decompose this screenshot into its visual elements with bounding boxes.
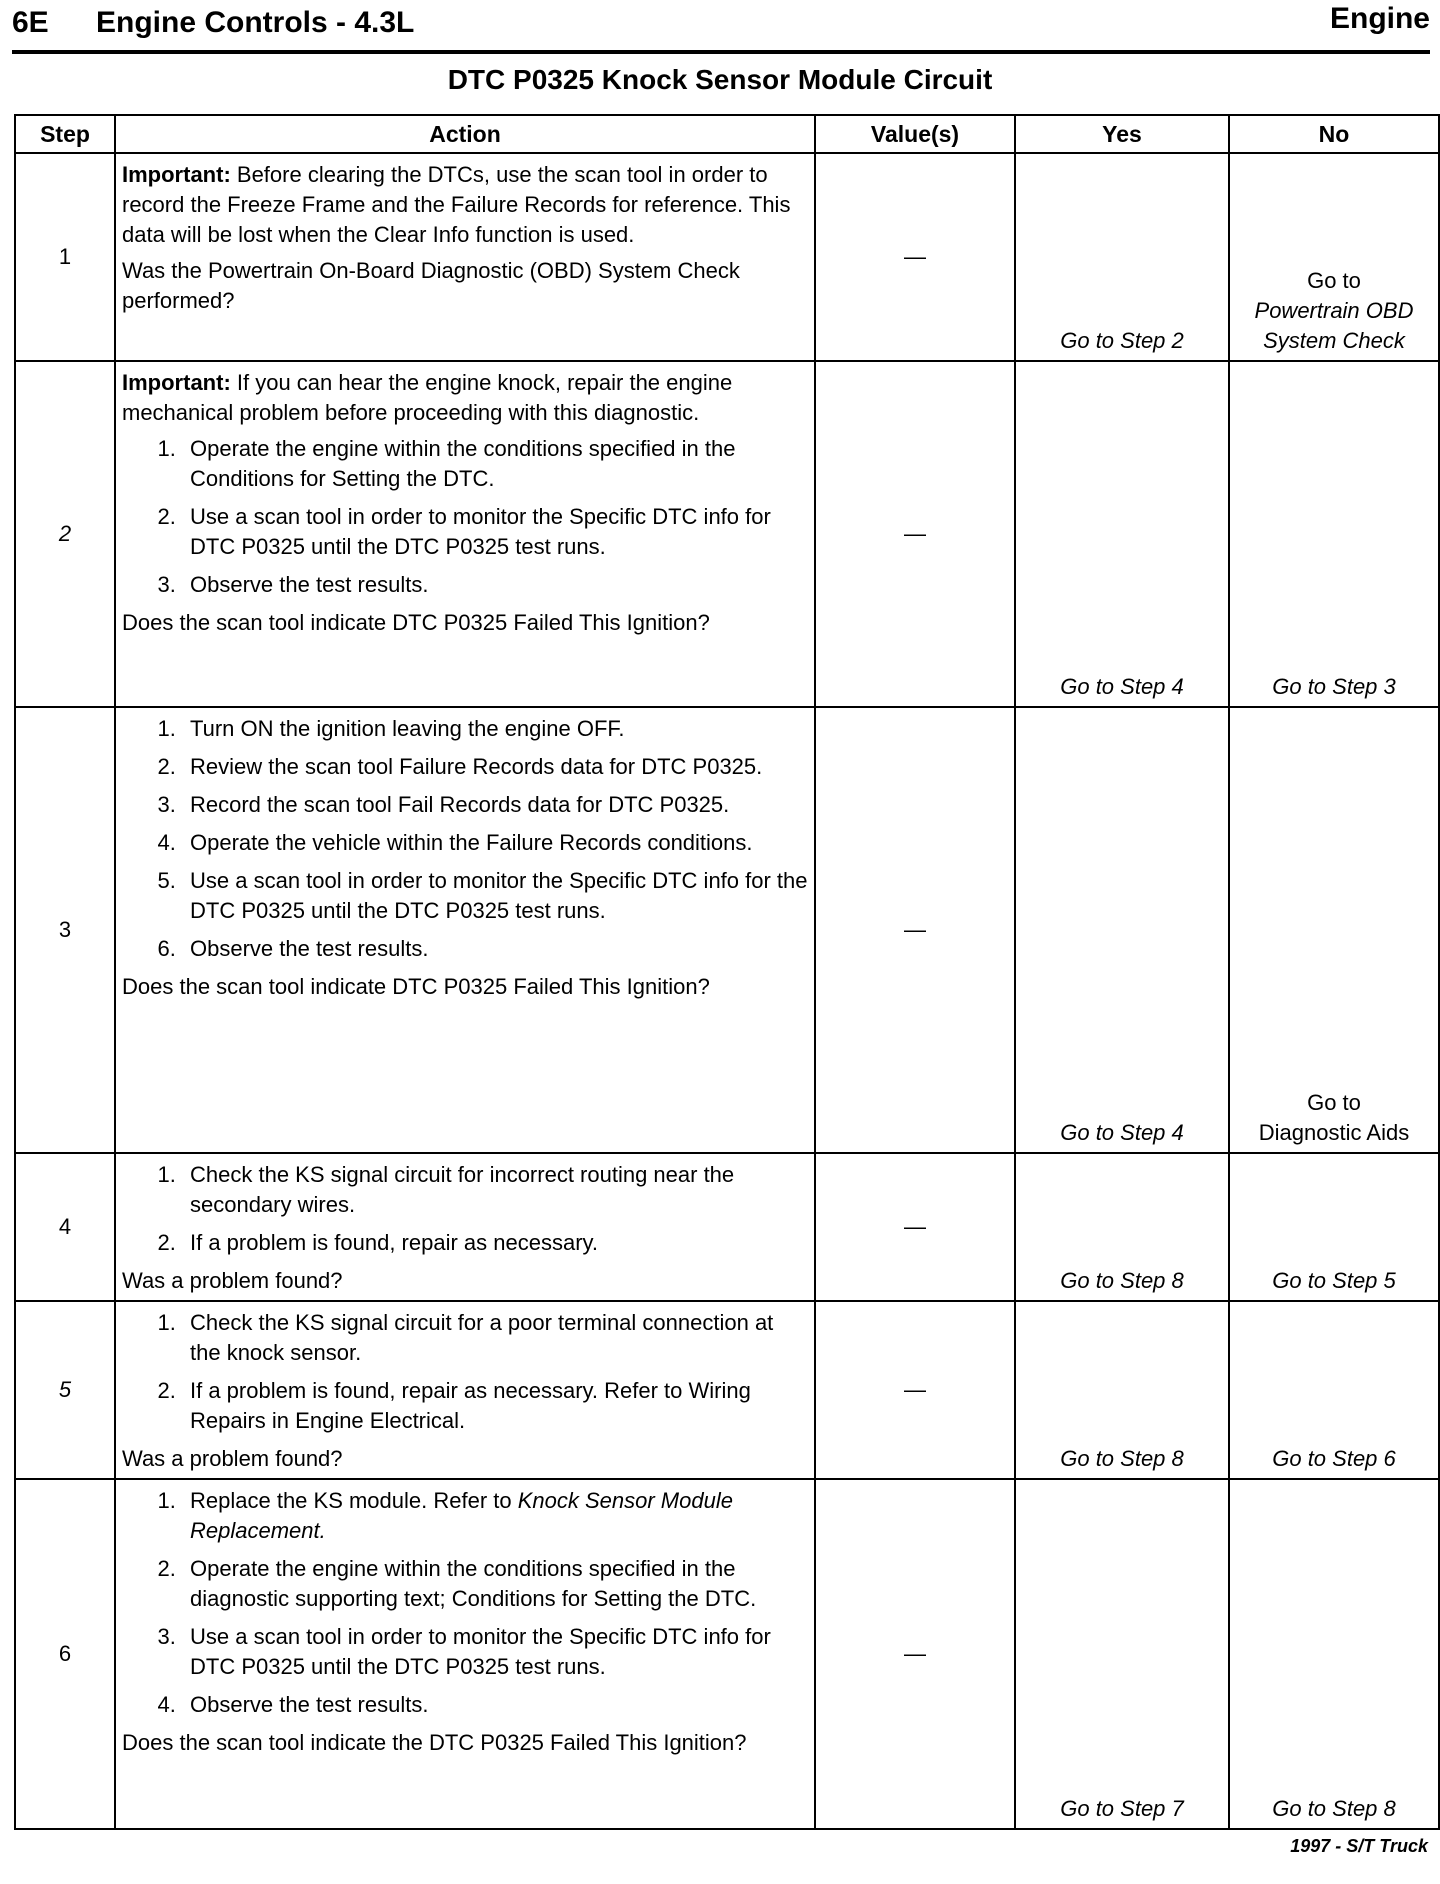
column-header-step: Step bbox=[15, 115, 115, 153]
step-number: 4 bbox=[15, 1153, 115, 1301]
no-cell-text: Diagnostic Aids bbox=[1258, 1120, 1410, 1145]
list-item bbox=[182, 1486, 808, 1546]
important-label: Important: bbox=[122, 370, 231, 395]
list-item: 2. Review the scan tool Failure Records data for DTC P0325. bbox=[182, 752, 808, 782]
step-question: Does the scan tool indicate DTC P0325 Failed This Ignition? bbox=[122, 610, 710, 635]
step-question: Was the Powertrain On-Board Diagnostic (OBD) System Check performed? bbox=[122, 258, 740, 313]
value-cell: — bbox=[815, 153, 1015, 361]
procedure-list bbox=[122, 1160, 808, 1258]
step-number: 6 bbox=[15, 1479, 115, 1829]
action-cell bbox=[115, 1479, 815, 1829]
no-cell-prefix: Go to bbox=[1307, 1090, 1361, 1115]
no-cell: Go to Step 3 bbox=[1229, 361, 1439, 707]
step-question: Does the scan tool indicate DTC P0325 Failed This Ignition? bbox=[122, 974, 710, 999]
list-item: 2. If a problem is found, repair as necessary. bbox=[182, 1228, 808, 1258]
action-cell bbox=[115, 153, 815, 361]
step-question: Was a problem found? bbox=[122, 1446, 343, 1471]
step-question: Does the scan tool indicate the DTC P0325 Failed This Ignition? bbox=[122, 1730, 747, 1755]
list-item: 6. Observe the test results. bbox=[182, 934, 808, 964]
yes-cell: Go to Step 4 bbox=[1015, 707, 1229, 1153]
important-text: If you can hear the engine knock, repair the engine mechanical problem before proceeding with this diagnostic. bbox=[122, 370, 733, 425]
yes-cell: Go to Step 8 bbox=[1015, 1301, 1229, 1479]
table-row bbox=[15, 1301, 1439, 1479]
list-item: 1. Operate the engine within the conditions specified in the Conditions for Setting the DTC. bbox=[182, 434, 808, 494]
action-cell bbox=[115, 1301, 815, 1479]
list-item: 1. Check the KS signal circuit for a poor terminal connection at the knock sensor. bbox=[182, 1308, 808, 1368]
important-note bbox=[122, 160, 808, 250]
table-row bbox=[15, 1479, 1439, 1829]
table-row bbox=[15, 361, 1439, 707]
column-header-action: Action bbox=[115, 115, 815, 153]
list-item: 3. Use a scan tool in order to monitor the Specific DTC info for DTC P0325 until the DTC P0325 test runs. bbox=[182, 1622, 808, 1682]
list-item: 1. Check the KS signal circuit for incorrect routing near the secondary wires. bbox=[182, 1160, 808, 1220]
list-item: 4. Observe the test results. bbox=[182, 1690, 808, 1720]
value-cell: — bbox=[815, 707, 1015, 1153]
list-item-text: Replace the KS module. Refer to bbox=[190, 1488, 518, 1513]
procedure-list bbox=[122, 1486, 808, 1720]
procedure-list bbox=[122, 434, 808, 600]
value-cell: — bbox=[815, 1479, 1015, 1829]
yes-cell: Go to Step 8 bbox=[1015, 1153, 1229, 1301]
list-item-reference: Knock Sensor Module Replacement. bbox=[190, 1488, 733, 1543]
action-cell bbox=[115, 1153, 815, 1301]
value-cell: — bbox=[815, 1301, 1015, 1479]
no-cell-prefix: Go to bbox=[1307, 268, 1361, 293]
no-cell: Go to Step 8 bbox=[1229, 1479, 1439, 1829]
diagnostic-table bbox=[14, 114, 1440, 1830]
list-item: 1. Turn ON the ignition leaving the engine OFF. bbox=[182, 714, 808, 744]
no-cell bbox=[1229, 153, 1439, 361]
list-item: 3. Record the scan tool Fail Records data for DTC P0325. bbox=[182, 790, 808, 820]
page-header bbox=[12, 0, 1430, 54]
yes-cell: Go to Step 2 bbox=[1015, 153, 1229, 361]
value-cell: — bbox=[815, 361, 1015, 707]
page-title: DTC P0325 Knock Sensor Module Circuit bbox=[447, 64, 993, 95]
section-category: Engine bbox=[1329, 2, 1430, 35]
important-text: Before clearing the DTCs, use the scan tool in order to record the Freeze Frame and the Failure Records for reference. This data will be lost when the Clear Info function is used. bbox=[122, 162, 791, 247]
table-row bbox=[15, 153, 1439, 361]
table-row bbox=[15, 1153, 1439, 1301]
yes-cell: Go to Step 4 bbox=[1015, 361, 1229, 707]
list-item: 2. Operate the engine within the conditions specified in the diagnostic supporting text; Conditions for Setting the DTC. bbox=[182, 1554, 808, 1614]
yes-cell: Go to Step 7 bbox=[1015, 1479, 1229, 1829]
column-header-yes: Yes bbox=[1015, 115, 1229, 153]
no-cell-link: Powertrain OBD System Check bbox=[1254, 298, 1414, 353]
no-cell: Go to Step 6 bbox=[1229, 1301, 1439, 1479]
step-number: 3 bbox=[15, 707, 115, 1153]
step-question: Was a problem found? bbox=[122, 1268, 343, 1293]
step-number: 1 bbox=[15, 153, 115, 361]
procedure-list bbox=[122, 1308, 808, 1436]
column-header-no: No bbox=[1229, 115, 1439, 153]
important-note bbox=[122, 368, 808, 428]
list-item: 3. Observe the test results. bbox=[182, 570, 808, 600]
value-cell: — bbox=[815, 1153, 1015, 1301]
list-item: 2. Use a scan tool in order to monitor the Specific DTC info for DTC P0325 until the DTC P0325 test runs. bbox=[182, 502, 808, 562]
page-footer: 1997 - S/T Truck bbox=[1290, 1836, 1428, 1856]
list-item: 4. Operate the vehicle within the Failure Records conditions. bbox=[182, 828, 808, 858]
section-code: 6E bbox=[12, 6, 49, 39]
action-cell bbox=[115, 707, 815, 1153]
table-header-row bbox=[15, 115, 1439, 153]
step-number: 5 bbox=[15, 1301, 115, 1479]
action-cell bbox=[115, 361, 815, 707]
list-item: 5. Use a scan tool in order to monitor the Specific DTC info for the DTC P0325 until the DTC P0325 test runs. bbox=[182, 866, 808, 926]
list-item: 2. If a problem is found, repair as necessary. Refer to Wiring Repairs in Engine Electrical. bbox=[182, 1376, 808, 1436]
section-title: Engine Controls - 4.3L bbox=[96, 6, 415, 39]
column-header-values: Value(s) bbox=[815, 115, 1015, 153]
procedure-list bbox=[122, 714, 808, 964]
table-row bbox=[15, 707, 1439, 1153]
important-label: Important: bbox=[122, 162, 231, 187]
step-number: 2 bbox=[15, 361, 115, 707]
no-cell: Go to Step 5 bbox=[1229, 1153, 1439, 1301]
no-cell bbox=[1229, 707, 1439, 1153]
